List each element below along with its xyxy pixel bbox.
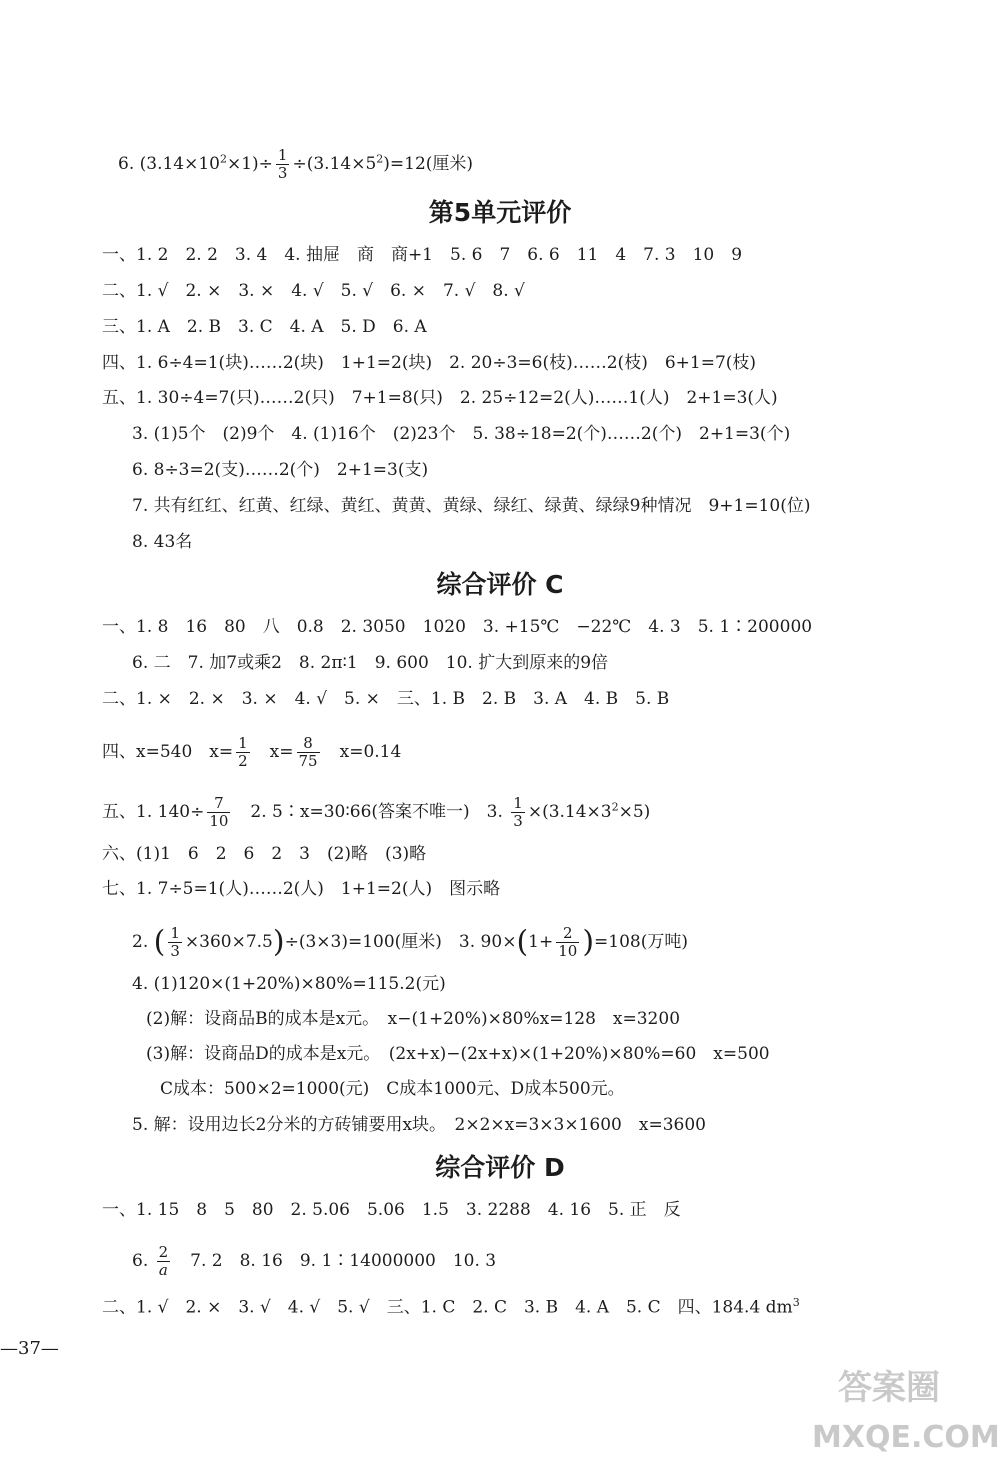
answer-line: 6. 8÷3=2(支)……2(个) 2+1=3(支) [132, 460, 429, 480]
section-title-c: 综合评价 C [436, 570, 564, 599]
watermark-url: MXQE.COM [812, 1420, 1000, 1455]
answer-line: 3. (1)5个 (2)9个 4. (1)16个 (2)23个 5. 38÷18=2(个)……2(个) 2+1=3(个) [132, 424, 791, 444]
answer-line-fractions: 6. $\frac{2}{a}$ 7. 2 8. 16 9. 1∶14000000 10. 3 [132, 1243, 497, 1279]
answer-line-top: 6. $(3.14\times 10^2\times 1)\div$ $\frac{1}{3}$ $\div(3.14\times 5^2)=12$(厘米) [118, 146, 474, 182]
answer-line: 7. 共有红红、红黄、红绿、黄红、黄黄、黄绿、绿红、绿黄、绿绿9种情况 9+1=10(位) [132, 496, 811, 516]
answer-line-fractions: 四、x=540 x= $\frac{1}{2}$ x= $\frac{8}{75}$ x=0.14 [102, 734, 402, 770]
answer-line: 5. 解：设用边长2分米的方砖铺要用x块。 2×2×x=3×3×1600 x=3600 [132, 1115, 706, 1135]
answer-line-fractions: 五、1. 140÷ $\frac{7}{10}$ 2. 5∶x=30∶66(答案不唯一) 3. $\frac{1}{3}$ $\times(3.14\times 3^2\times 5)$ [102, 794, 651, 830]
fraction: $\frac{1}{3}$ [513, 794, 523, 830]
answer-line: 六、(1)1 6 2 6 2 3 (2)略 (3)略 [102, 844, 427, 864]
page-number: —37— [0, 1338, 59, 1359]
answer-line: 4. (1)120×(1+20%)×80%=115.2(元) [132, 974, 446, 994]
answer-line: 七、1. 7÷5=1(人)……2(人) 1+1=2(人) 图示略 [102, 879, 501, 899]
answer-line: 6. 二 7. 加7或乘2 8. 2π∶1 9. 600 10. 扩大到原来的9倍 [132, 653, 609, 673]
watermark-logo: 答案圈 [838, 1368, 940, 1408]
answer-line: (2)解：设商品B的成本是x元。 x−(1+20%)×80%x=128 x=3200 [146, 1009, 681, 1029]
answer-line: 一、1. 15 8 5 80 2. 5.06 5.06 1.5 3. 2288 4. 16 5. 正 反 [102, 1200, 681, 1220]
answer-line: 二、1. × 2. × 3. × 4. √ 5. × 三、1. B 2. B 3. A 4. B 5. B [102, 689, 670, 709]
answer-line: 一、1. 2 2. 2 3. 4 4. 抽屉 商 商+1 5. 6 7 6. 6 11 4 7. 3 10 9 [102, 245, 743, 265]
answer-line: 五、1. 30÷4=7(只)……2(只) 7+1=8(只) 2. 25÷12=2(人)……1(人) 2+1=3(人) [102, 388, 778, 408]
answer-line-fractions: 2. ( $\frac{1}{3}$ ×360×7.5)÷(3×3)=100(厘米) 3. 90×(1+ $\frac{2}{10}$ )=108(万吨) [132, 924, 688, 960]
answer-line: 四、1. 6÷4=1(块)……2(块) 1+1=2(块) 2. 20÷3=6(枝)……2(枝) 6+1=7(枝) [102, 353, 757, 373]
fraction: $\frac{8}{75}$ [298, 734, 318, 770]
fraction: $\frac{2}{10}$ [558, 924, 578, 960]
answer-line: 8. 43名 [132, 532, 193, 552]
section-title-d: 综合评价 D [435, 1153, 565, 1182]
fraction: $\frac{1}{2}$ [238, 734, 248, 770]
answer-line: (3)解：设商品D的成本是x元。 (2x+x)−(2x+x)×(1+20%)×80%=60 x=500 [146, 1044, 770, 1064]
answer-line: 二、1. √ 2. × 3. √ 4. √ 5. √ 三、1. C 2. C 3. B 4. A 5. C 四、184.4 $dm^3$ [102, 1296, 800, 1318]
answer-line: 二、1. √ 2. × 3. × 4. √ 5. √ 6. × 7. √ 8. √ [102, 281, 525, 301]
answer-line: C成本：500×2=1000(元) C成本1000元、D成本500元。 [160, 1079, 625, 1099]
fraction: $\frac{1}{3}$ [277, 146, 288, 182]
fraction: $\frac{7}{10}$ [209, 794, 229, 830]
answer-line: 一、1. 8 16 80 八 0.8 2. 3050 1020 3. +15℃ −22℃ 4. 3 5. 1∶200000 [102, 617, 813, 637]
fraction: $\frac{1}{3}$ [170, 924, 180, 960]
section-title-unit5: 第5单元评价 [428, 198, 572, 227]
answer-line: 三、1. A 2. B 3. C 4. A 5. D 6. A [102, 317, 427, 337]
fraction: $\frac{2}{a}$ [158, 1243, 169, 1279]
